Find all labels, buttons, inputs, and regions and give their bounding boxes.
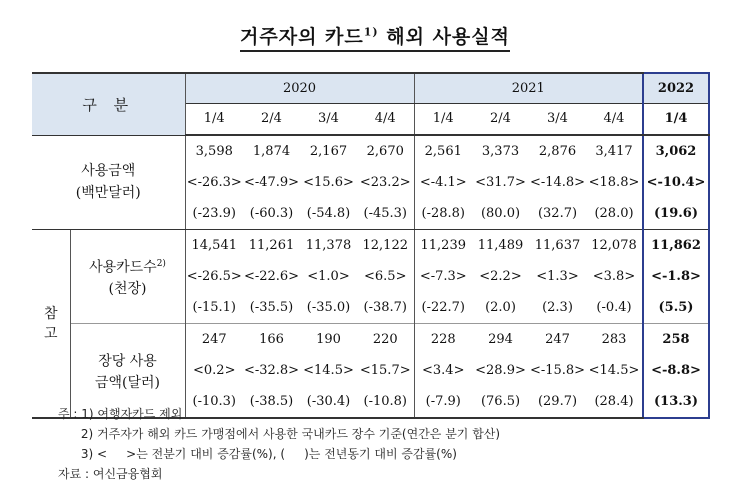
- footnotes: [58, 404, 500, 484]
- row-label: 사용카드수$^{2)}$ (천장): [70, 230, 185, 324]
- qoq-change-cell: <18.8>: [586, 167, 643, 198]
- row-label: 사용금액 (백만달러): [32, 135, 185, 230]
- quarter-header: 1/4: [414, 103, 472, 135]
- card-usage-table: [32, 72, 710, 419]
- qoq-change-cell: <-8.8>: [643, 355, 709, 386]
- quarter-header: 3/4: [529, 103, 586, 135]
- yoy-change-cell: (-28.8): [414, 198, 472, 230]
- yoy-change-cell: (32.7): [529, 198, 586, 230]
- reference-label: [32, 230, 70, 419]
- yoy-change-cell: (2.3): [542, 300, 573, 315]
- value-cell: 258: [643, 324, 709, 356]
- yoy-change-cell: (-10.3): [185, 386, 243, 418]
- year-2021-header: 2021: [414, 73, 643, 103]
- qoq-change-cell: <31.7>: [475, 175, 526, 190]
- qoq-change-cell: <-47.9>: [243, 175, 300, 190]
- value-cell: 14,541: [185, 230, 243, 262]
- qoq-change-cell: <1.0>: [307, 269, 350, 284]
- quarter-header: 3/4: [300, 103, 357, 135]
- yoy-change-cell: (-60.3): [243, 198, 300, 230]
- reference-label-text: 참 고: [43, 305, 58, 342]
- qoq-change-cell: <-22.6>: [243, 269, 300, 284]
- yoy-change-cell: (28.4): [586, 386, 643, 418]
- year-2022-header: 2022: [643, 73, 709, 103]
- value-cell: 166: [243, 324, 300, 356]
- value-cell: 11,637: [529, 230, 586, 262]
- footnote-3: 3) < >는 전분기 대비 증감률(%), ( )는 전년동기 대비 증감률(%): [58, 447, 457, 461]
- page-title: 거주자의 카드$^{1)}$ 해외 사용실적: [0, 22, 750, 49]
- footnote-1: 주 : 1) 여행자카드 제외: [58, 407, 183, 421]
- value-cell: 3,062: [643, 135, 709, 167]
- qoq-change-cell: <15.7>: [357, 355, 414, 386]
- yoy-change-cell: (-23.9): [185, 198, 243, 230]
- yoy-change-cell: (13.3): [643, 386, 709, 418]
- qoq-change-cell: <0.2>: [193, 363, 236, 378]
- qoq-change-cell: <15.6>: [303, 175, 354, 190]
- qoq-change-cell: <-26.5>: [186, 269, 242, 284]
- value-cell: 3,417: [586, 135, 643, 167]
- footnote-2: 2) 거주자가 해외 카드 가맹점에서 사용한 국내카드 장수 기준(연간은 분기 합산): [58, 427, 501, 441]
- year-2020-header: 2020: [185, 73, 414, 103]
- yoy-change-cell: (-10.8): [357, 386, 414, 418]
- qoq-change-cell: <6.5>: [357, 261, 414, 292]
- value-cell: 2,670: [357, 135, 414, 167]
- qoq-change-cell: <1.3>: [536, 269, 579, 284]
- value-cell: 247: [529, 324, 586, 356]
- qoq-change-cell: <-26.3>: [186, 175, 242, 190]
- qoq-change-cell: <-7.3>: [419, 269, 467, 284]
- qoq-change-cell: <-1.8>: [643, 261, 709, 292]
- quarter-header: 4/4: [357, 103, 414, 135]
- row-label: 장당 사용 금액(달러): [70, 324, 185, 419]
- yoy-change-cell: (-15.1): [192, 300, 236, 315]
- source-note: 자료 : 여신금융협회: [58, 467, 163, 481]
- quarter-header: 2/4: [243, 103, 300, 135]
- value-cell: 2,561: [424, 144, 462, 159]
- yoy-change-cell: (28.0): [586, 198, 643, 230]
- qoq-change-cell: <14.5>: [303, 363, 354, 378]
- yoy-change-cell: (19.6): [643, 198, 709, 230]
- yoy-change-cell: (-35.0): [306, 300, 351, 315]
- value-cell: 12,122: [357, 230, 414, 262]
- yoy-change-cell: (-7.9): [414, 386, 472, 418]
- quarter-header: 1/4: [185, 103, 243, 135]
- yoy-change-cell: (-38.7): [357, 292, 414, 324]
- qoq-change-cell: <14.5>: [586, 355, 643, 386]
- value-cell: 2,167: [309, 144, 348, 159]
- value-cell: 2,876: [538, 144, 577, 159]
- value-cell: 3,598: [195, 144, 233, 159]
- yoy-change-cell: (-45.3): [357, 198, 414, 230]
- qoq-change-cell: <-10.4>: [643, 167, 709, 198]
- value-cell: 11,378: [300, 230, 357, 262]
- yoy-change-cell: (-54.8): [300, 198, 357, 230]
- value-cell: 11,239: [414, 230, 472, 262]
- value-cell: 1,874: [252, 144, 291, 159]
- value-cell: 11,862: [643, 230, 709, 262]
- value-cell: 294: [472, 324, 529, 356]
- quarter-header: 4/4: [586, 103, 643, 135]
- qoq-change-cell: <23.2>: [357, 167, 414, 198]
- qoq-change-cell: <-14.8>: [529, 175, 586, 190]
- value-cell: 11,261: [243, 230, 300, 262]
- value-cell: 247: [185, 324, 243, 356]
- category-header: 구 분: [32, 73, 185, 135]
- yoy-change-cell: (-38.5): [243, 386, 300, 418]
- yoy-change-cell: (5.5): [643, 292, 709, 324]
- yoy-change-cell: (80.0): [472, 198, 529, 230]
- value-cell: 220: [357, 324, 414, 356]
- yoy-change-cell: (2.0): [485, 300, 516, 315]
- value-cell: 11,489: [472, 230, 529, 262]
- yoy-change-cell: (29.7): [529, 386, 586, 418]
- qoq-change-cell: <3.8>: [586, 261, 643, 292]
- value-cell: 190: [300, 324, 357, 356]
- quarter-header: 1/4: [643, 103, 709, 135]
- value-cell: 12,078: [586, 230, 643, 262]
- yoy-change-cell: (-35.5): [249, 300, 294, 315]
- value-cell: 283: [586, 324, 643, 356]
- qoq-change-cell: <3.4>: [422, 363, 465, 378]
- qoq-change-cell: <2.2>: [479, 269, 522, 284]
- qoq-change-cell: <-32.8>: [243, 363, 300, 378]
- qoq-change-cell: <-15.8>: [529, 363, 586, 378]
- quarter-header: 2/4: [472, 103, 529, 135]
- value-cell: 228: [414, 324, 472, 356]
- yoy-change-cell: (-0.4): [586, 292, 643, 324]
- yoy-change-cell: (-30.4): [300, 386, 357, 418]
- yoy-change-cell: (76.5): [472, 386, 529, 418]
- qoq-change-cell: <-4.1>: [419, 175, 467, 190]
- yoy-change-cell: (-22.7): [421, 300, 465, 315]
- value-cell: 3,373: [481, 144, 520, 159]
- qoq-change-cell: <28.9>: [475, 363, 526, 378]
